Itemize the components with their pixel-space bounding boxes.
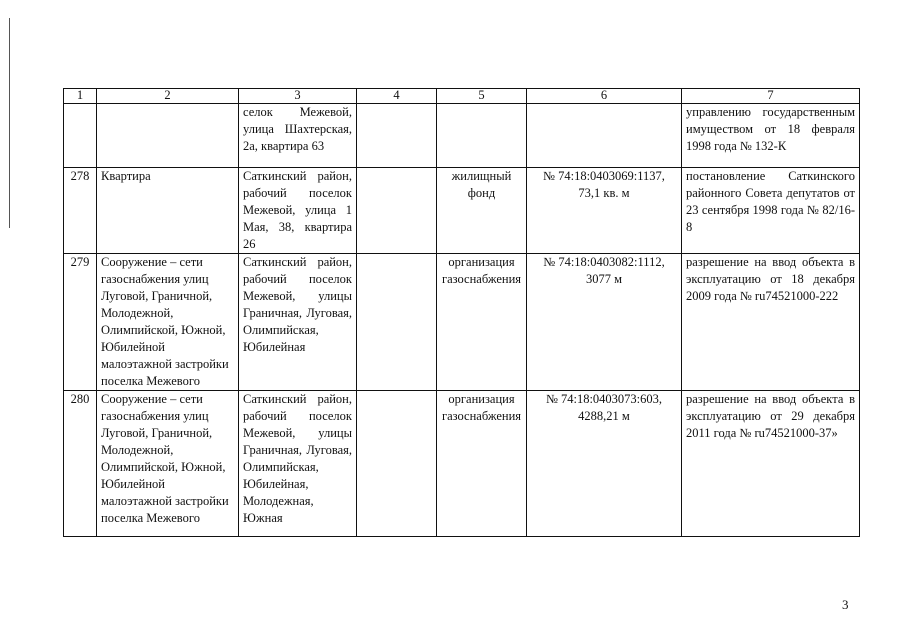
cadastral-number: № 74:18:0403082:1112, 3077 м	[527, 254, 682, 391]
row-number: 280	[64, 391, 97, 537]
cadastral-number	[527, 104, 682, 168]
empty-cell	[357, 168, 437, 254]
object-name: Сооружение – сети газоснабжения улиц Луговой, Граничной, Молодежной, Олимпийской, Южной, Юбилейной малоэтажной застройки поселка Межевого	[97, 254, 239, 391]
row-number: 279	[64, 254, 97, 391]
object-address: Саткинский район, рабочий поселок Межевой, улицы Граничная, Луговая, Олимпийская, Юбилейная	[239, 254, 357, 391]
object-purpose: жилищный фонд	[437, 168, 527, 254]
header-cell: 1	[64, 89, 97, 104]
table-row	[64, 104, 860, 168]
empty-cell	[357, 104, 437, 168]
table-row	[64, 254, 860, 391]
ownership-basis: постановление Саткинского районного Совета депутатов от 23 сентября 1998 года № 82/16-8	[682, 168, 860, 254]
page-number: 3	[842, 597, 849, 612]
object-purpose: организация газоснабжения	[437, 254, 527, 391]
object-address: селок Межевой, улица Шахтерская, 2а, квартира 63	[239, 104, 357, 168]
empty-cell	[357, 391, 437, 537]
header-cell: 2	[97, 89, 239, 104]
table-header-row	[64, 89, 860, 104]
header-cell: 7	[682, 89, 860, 104]
table-row	[64, 391, 860, 537]
object-name: Квартира	[97, 168, 239, 254]
header-cell: 4	[357, 89, 437, 104]
ownership-basis: разрешение на ввод объекта в эксплуатацию от 29 декабря 2011 года № ru74521000-37»	[682, 391, 860, 537]
ownership-basis: разрешение на ввод объекта в эксплуатацию от 18 декабря 2009 года № ru74521000-222	[682, 254, 860, 391]
object-purpose: организация газоснабжения	[437, 391, 527, 537]
header-cell: 5	[437, 89, 527, 104]
ownership-basis: управлению государственным имуществом от 18 февраля 1998 года № 132-К	[682, 104, 860, 168]
cadastral-number: № 74:18:0403069:1137, 73,1 кв. м	[527, 168, 682, 254]
table-row	[64, 168, 860, 254]
object-address: Саткинский район, рабочий поселок Межевой, улица 1 Мая, 38, квартира 26	[239, 168, 357, 254]
cadastral-number: № 74:18:0403073:603, 4288,21 м	[527, 391, 682, 537]
object-address: Саткинский район, рабочий поселок Межевой, улицы Граничная, Луговая, Олимпийская, Юбилейная, Молодежная, Южная	[239, 391, 357, 537]
property-register-table	[63, 88, 860, 537]
object-name: Сооружение – сети газоснабжения улиц Луговой, Граничной, Молодежной, Олимпийской, Южной, Юбилейной малоэтажной застройки поселка Межевого	[97, 391, 239, 537]
header-cell: 3	[239, 89, 357, 104]
margin-rule	[9, 18, 10, 228]
header-cell: 6	[527, 89, 682, 104]
object-name	[97, 104, 239, 168]
row-number: 278	[64, 168, 97, 254]
row-number	[64, 104, 97, 168]
object-purpose	[437, 104, 527, 168]
empty-cell	[357, 254, 437, 391]
